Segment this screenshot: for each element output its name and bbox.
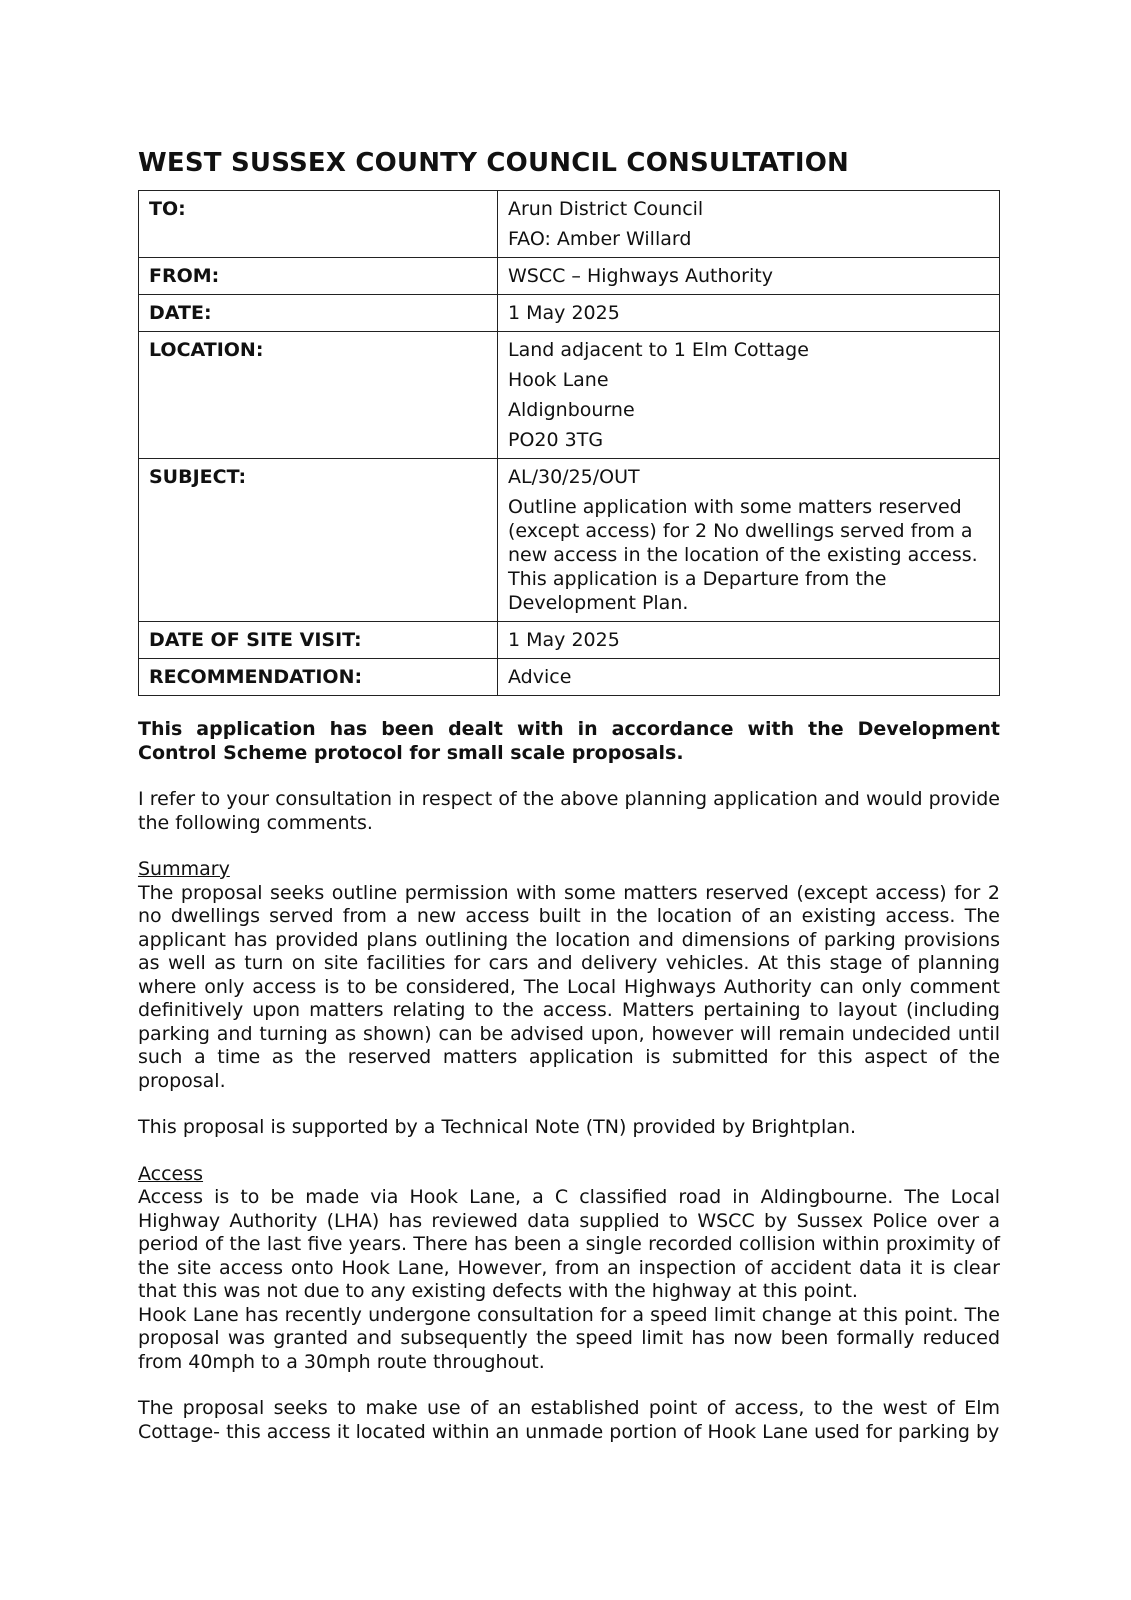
subject-reference: AL/30/25/OUT xyxy=(508,466,640,488)
location-value xyxy=(498,332,1000,459)
location-line-4: PO20 3TG xyxy=(508,429,604,451)
location-line-1: Land adjacent to 1 Elm Cottage xyxy=(508,339,809,361)
table-row-from xyxy=(139,258,1000,295)
consultation-details-table xyxy=(138,190,1000,696)
table-row-subject xyxy=(139,459,1000,622)
access-section xyxy=(138,1163,1000,1375)
document-page xyxy=(138,148,1000,1444)
subject-description: Outline application with some matters reserved (except access) for 2 No dwellings served from a new access in the location of the existing access. This application is a Departure from the Development Plan. xyxy=(508,496,978,614)
summary-paragraph: The proposal seeks outline permission with some matters reserved (except access) for 2 no dwellings served from a new access built in the location of an existing access. The applicant has provided plans outlining the location and dimensions of parking provisions as well as turn on site facilities for cars and delivery vehicles. At this stage of planning where only access is to be considered, The Local Highways Authority can only comment definitively upon matters relating to the access. Matters pertaining to layout (including parking and turning as shown) can be advised upon, however will remain undecided until such a time as the reserved matters application is submitted for this aspect of the proposal. xyxy=(138,881,1000,1092)
from-label: FROM: xyxy=(139,258,498,295)
table-row-date xyxy=(139,295,1000,332)
technical-note-paragraph: This proposal is supported by a Technical Note (TN) provided by Brightplan. xyxy=(138,1116,856,1138)
intro-paragraph: I refer to your consultation in respect of the above planning application and would provide the following comments. xyxy=(138,788,1000,834)
access-paragraph-3: The proposal seeks to make use of an established point of access, to the west of Elm Cottage- this access it located within an unmade portion of Hook Lane used for parking by xyxy=(138,1397,1000,1443)
date-label: DATE: xyxy=(139,295,498,332)
access-paragraph-1: Access is to be made via Hook Lane, a C classified road in Aldingbourne. The Local Highway Authority (LHA) has reviewed data supplied to WSCC by Sussex Police over a period of the last five years. There has been a single recorded collision within proximity of the site access onto Hook Lane, However, from an inspection of accident data it is clear that this was not due to any existing defects with the highway at this point. xyxy=(138,1186,1000,1302)
site-visit-label: DATE OF SITE VISIT: xyxy=(139,622,498,659)
to-label: TO: xyxy=(139,191,498,258)
summary-section xyxy=(138,858,1000,1093)
table-row-to xyxy=(139,191,1000,258)
to-line-2: FAO: Amber Willard xyxy=(508,228,692,250)
table-row-location xyxy=(139,332,1000,459)
recommendation-label: RECOMMENDATION: xyxy=(139,659,498,696)
table-row-recommendation xyxy=(139,659,1000,696)
table-row-site-visit xyxy=(139,622,1000,659)
location-line-2: Hook Lane xyxy=(508,369,609,391)
from-value: WSCC – Highways Authority xyxy=(498,258,1000,295)
subject-value xyxy=(498,459,1000,622)
document-title: WEST SUSSEX COUNTY COUNCIL CONSULTATION xyxy=(138,148,849,178)
date-value: 1 May 2025 xyxy=(498,295,1000,332)
subject-label: SUBJECT: xyxy=(139,459,498,622)
access-heading: Access xyxy=(138,1162,204,1185)
site-visit-value: 1 May 2025 xyxy=(498,622,1000,659)
location-line-3: Aldignbourne xyxy=(508,399,635,421)
to-line-1: Arun District Council xyxy=(508,198,704,220)
to-value xyxy=(498,191,1000,258)
location-label: LOCATION: xyxy=(139,332,498,459)
access-paragraph-2: Hook Lane has recently undergone consultation for a speed limit change at this point. The proposal was granted and subsequently the speed limit has now been formally reduced from 40mph to a 30mph route throughout. xyxy=(138,1303,1000,1373)
recommendation-value: Advice xyxy=(498,659,1000,696)
summary-heading: Summary xyxy=(138,858,230,880)
protocol-note: This application has been dealt with in accordance with the Development Control Scheme protocol for small scale proposals. xyxy=(138,718,1000,764)
